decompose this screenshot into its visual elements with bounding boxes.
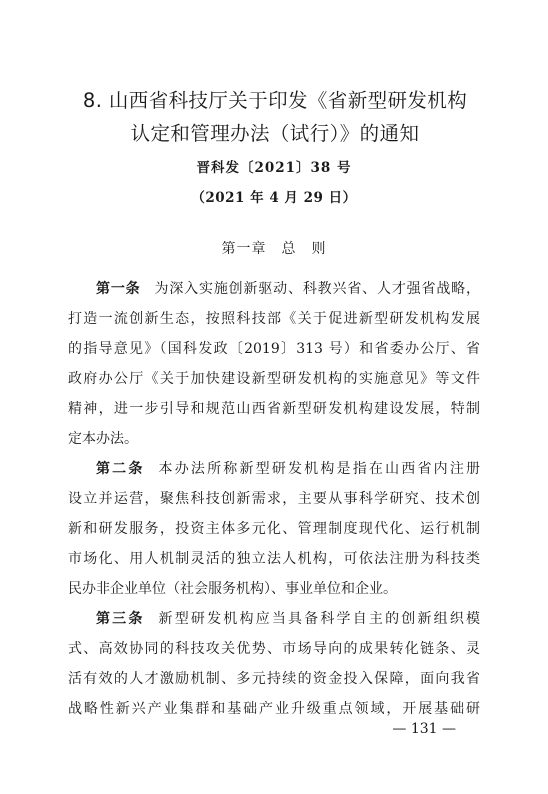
article-2-line-2: 设立并运营，聚焦科技创新需求，主要从事科学研究、技术创	[68, 491, 480, 507]
article-1-label: 第一条	[96, 281, 141, 297]
article-1-line-2: 打造一流创新生态，按照科技部《关于促进新型研发机构发展	[68, 311, 480, 327]
article-3-line-1	[68, 609, 480, 629]
article-3-text-1: 新型研发机构应当具备科学自主的创新组织模	[158, 611, 481, 627]
article-2-label: 第二条	[96, 461, 145, 477]
document-date: （2021 年 4 月 29 日）	[191, 190, 357, 206]
article-3-line-2: 式、高效协同的科技攻关优势、市场导向的成果转化链条、灵	[68, 641, 480, 657]
article-3-line-4: 战略性新兴产业集群和基础产业升级重点领域，开展基础研	[68, 701, 480, 717]
article-3-line-3: 活有效的人才激励机制、多元持续的资金投入保障，面向我省	[68, 671, 480, 687]
article-2-line-1	[68, 459, 480, 479]
page-number: — 131 —	[392, 721, 456, 737]
article-2-line-5: 民办非企业单位（社会服务机构）、事业单位和企业。	[68, 581, 397, 597]
chapter-heading: 第一章 总 则	[221, 241, 327, 257]
article-1-line-5: 精神，进一步引导和规范山西省新型研发机构建设发展，特制	[68, 401, 480, 417]
article-1-line-6: 定本办法。	[68, 431, 138, 447]
document-title-line-2: 认定和管理办法（试行）》的通知	[130, 122, 420, 145]
article-2-line-4: 市场化、用人机制灵活的独立法人机构，可依法注册为科技类	[68, 551, 480, 567]
article-3-label: 第三条	[96, 611, 145, 627]
article-1-line-4: 政府办公厅《关于加快建设新型研发机构的实施意见》等文件	[68, 371, 480, 387]
document-title-line-1: 8. 山西省科技厅关于印发《省新型研发机构	[82, 89, 468, 112]
article-1-text-1: 为深入实施创新驱动、科教兴省、人才强省战略，	[154, 281, 480, 297]
article-1-line-3: 的指导意见》（国科发政〔2019〕313 号）和省委办公厅、省	[68, 341, 480, 357]
article-2-text-1: 本办法所称新型研发机构是指在山西省内注册	[158, 461, 481, 477]
article-1-line-1	[68, 279, 480, 299]
article-2-line-3: 新和研发服务，投资主体多元化、管理制度现代化、运行机制	[68, 521, 480, 537]
document-number: 晋科发〔2021〕38 号	[196, 160, 352, 176]
